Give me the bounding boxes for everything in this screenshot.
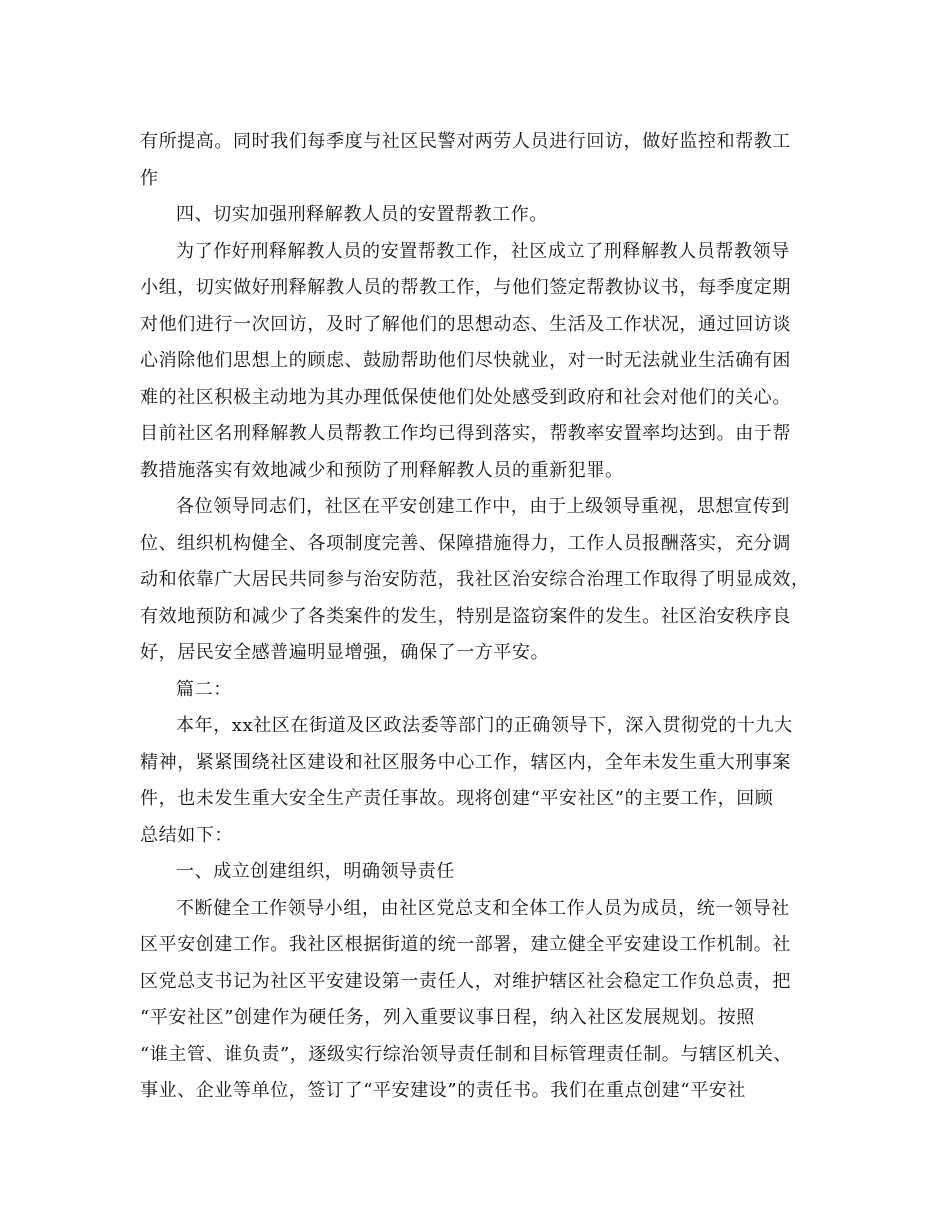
text-line: 精神，紧紧围绕社区建设和社区服务中心工作，辖区内，全年未发生重大刑事案: [140, 751, 791, 773]
text-line: 本年，xx社区在街道及区政法委等部门的正确领导下，深入贯彻党的十九大: [176, 715, 793, 736]
text-line: 位、组织机构健全、各项制度完善、保障措施得力，工作人员报酬落实，充分调: [140, 532, 791, 554]
document-body: [140, 124, 812, 1110]
text-line: 一、成立创建组织，明确领导责任: [176, 861, 455, 882]
text-line: 为了作好刑释解教人员的安置帮教工作，社区成立了刑释解教人员帮教领导: [176, 240, 790, 262]
text-line: 好，居民安全感普遍明显增强，确保了一方平安。: [140, 642, 550, 663]
text-line: 区平安创建工作。我社区根据街道的统一部署，建立健全平安建设工作机制。社: [140, 934, 791, 955]
text-line: 有效地预防和减少了各类案件的发生，特别是盗窃案件的发生。社区治安秩序良: [140, 605, 791, 627]
text-line: “平安社区”创建作为硬任务，列入重要议事日程，纳入社区发展规划。按照: [140, 1007, 755, 1028]
text-line: 不断健全工作领导小组，由社区党总支和全体工作人员为成员，统一领导社: [176, 897, 790, 919]
text-line: 小组，切实做好刑释解教人员的帮教工作，与他们签定帮教协议书，每季度定期: [140, 277, 791, 298]
text-line: 对他们进行一次回访，及时了解他们的思想动态、生活及工作状况，通过回访谈: [140, 313, 791, 335]
text-line: 心消除他们思想上的顾虑、鼓励帮助他们尽快就业，对一时无法就业生活确有困: [140, 350, 791, 371]
text-line: 难的社区积极主动地为其办理低保使他们处处感受到政府和社会对他们的关心。: [140, 386, 791, 408]
text-line: 各位领导同志们，社区在平安创建工作中，由于上级领导重视，思想宣传到: [176, 496, 790, 517]
text-line: 篇二：: [176, 678, 232, 700]
text-line: 件，也未发生重大安全生产责任事故。现将创建“平安社区”的主要工作，回顾: [140, 788, 774, 809]
text-line: “谁主管、谁负责”，逐级实行综治领导责任制和目标管理责任制。与辖区机关、: [140, 1043, 793, 1065]
text-line: 作: [140, 167, 159, 189]
text-line: 动和依靠广大居民共同参与治安防范，我社区治安综合治理工作取得了明显成效，: [140, 569, 810, 590]
text-line: 区党总支书记为社区平安建设第一责任人，对维护辖区社会稳定工作负总责，把: [140, 970, 791, 992]
text-line: 四、切实加强刑释解教人员的安置帮教工作。: [176, 204, 548, 225]
text-line: 事业、企业等单位，签订了“平安建设”的责任书。我们在重点创建“平安社: [140, 1080, 747, 1101]
text-line: 有所提高。同时我们每季度与社区民警对两劳人员进行回访，做好监控和帮教工: [140, 131, 791, 152]
text-line: 总结如下：: [140, 824, 233, 846]
text-line: 目前社区名刑释解教人员帮教工作均已得到落实，帮教率安置率均达到。由于帮: [140, 423, 791, 444]
text-line: 教措施落实有效地减少和预防了刑释解教人员的重新犯罪。: [140, 459, 624, 481]
